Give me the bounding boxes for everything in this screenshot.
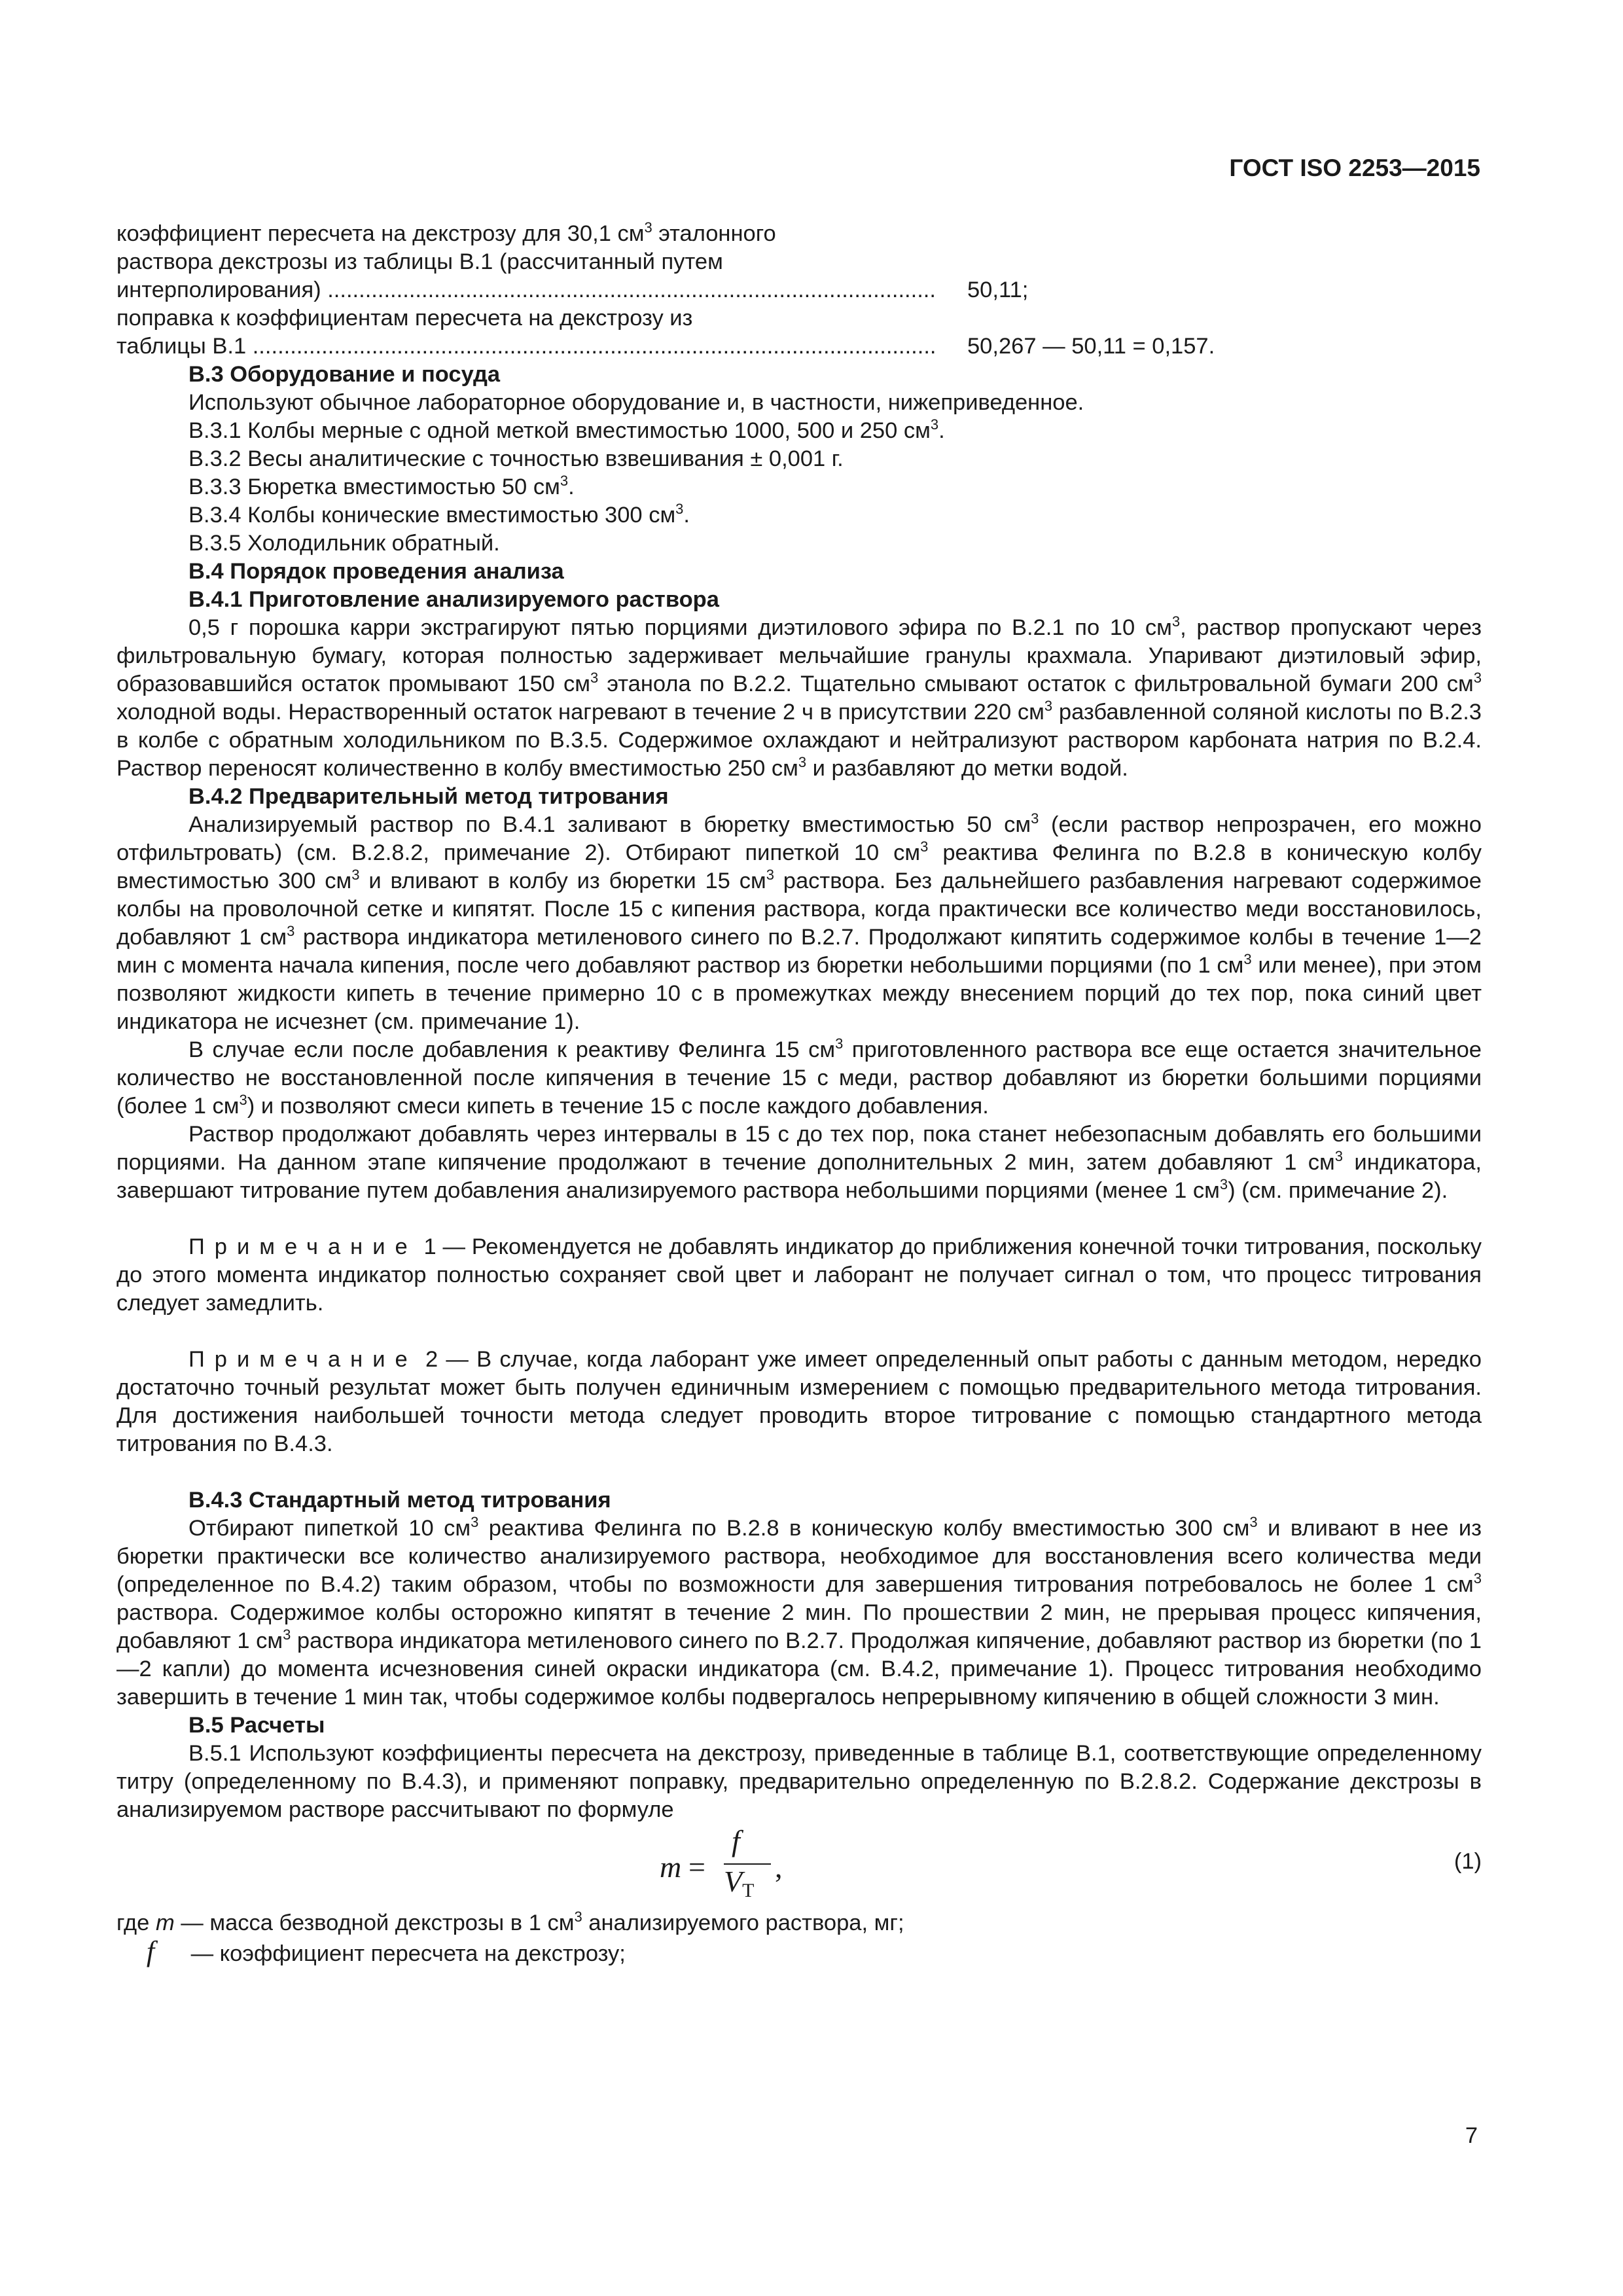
- leader-value: 50,267 — 50,11 = 0,157.: [967, 334, 1215, 359]
- formula-numerator: f: [732, 1824, 740, 1857]
- b3-item-4: B.3.4 Колбы конические вместимостью 300 $см^3$.: [188, 501, 690, 528]
- leader-line-4: поправка к коэффициентам пересчета на декстрозу из: [116, 306, 693, 331]
- note-label: Примечание: [188, 1347, 418, 1372]
- leader-label: таблицы B.1 .....: [116, 332, 935, 361]
- b3-intro: Используют обычное лабораторное оборудование и, в частности, нижеприведенное.: [188, 390, 1084, 415]
- document-id: ГОСТ ISO 2253—2015: [1229, 154, 1480, 181]
- paragraph-b41: 0,5 г порошка карри экстрагируют пятью порциями диэтилового эфира по B.2.1 по 10 $см^3$, раствор пропускают через фильтровальную бумагу, которая полностью задерживает мельчайшие гранулы крахмала. Упаривают диэтиловый эфир, образовавшийся остаток промывают 150 $см^3$ этанола по B.2.2. Тщательно смывают остаток с фильтровальной бумаги 200 $см^3$ холодной воды. Нерастворенный остаток нагревают в течение 2 ч в присутствии 220 $см^3$ разбавленной соляной кислоты по B.2.3 в колбе с обратным холодильником по B.3.5. Содержимое охлаждают и нейтрализуют раствором карбоната натрия по B.2.4. Раствор переносят количественно в колбу вместимостью 250 $см^3$ и разбавляют до метки водой.: [116, 613, 1482, 781]
- leader-row-correction: [116, 332, 1482, 361]
- leader-line-2: раствора декстрозы из таблицы B.1 (рассчитанный путем: [116, 249, 723, 274]
- section-heading-b43: B.4.3 Стандартный метод титрования: [188, 1488, 611, 1513]
- b3-item-1: B.3.1 Колбы мерные с одной меткой вместимостью 1000, 500 и 250 $см^3$.: [188, 416, 945, 443]
- paragraph-b42-1: Анализируемый раствор по B.4.1 заливают в бюретку вместимостью 50 $см^3$ (если раствор непрозрачен, его можно отфильтровать) (см. B.2.8.2, примечание 2). Отбирают пипеткой 10 $см^3$ реактива Фелинга по B.2.8 в коническую колбу вместимостью 300 $см^3$ и вливают в колбу из бюретки 15 $см^3$ раствора. Без дальнейшего разбавления нагревают содержимое колбы на проволочной сетке и кипятят. После 15 с кипения раствора, когда практически все количество меди восстановилось, добавляют 1 $см^3$ раствора индикатора метиленового синего по B.2.7. Продолжают кипятить содержимое колбы в течение 1—2 мин с момента начала кипения, после чего добавляют раствор из бюретки небольшими порциями (по 1 $см^3$ или менее), при этом позволяют жидкости кипеть в течение примерно 10 с в промежутках между внесением порций до тех пор, пока синий цвет индикатора не исчезнет (см. примечание 1).: [116, 810, 1482, 1034]
- paragraph-b43: Отбирают пипеткой 10 $см^3$ реактива Фелинга по B.2.8 в коническую колбу вместимостью 300 $см^3$ и вливают в нее из бюретки практически все количество анализируемого раствора, необходимое для восстановления всего количества меди (определенное по B.4.2) таким образом, чтобы по возможности для завершения титрования потребовалось не более 1 $см^3$ раствора. Содержимое колбы осторожно кипятят в течение 2 мин. По прошествии 2 мин, не прерывая процесс кипячения, добавляют 1 $см^3$ раствора индикатора метиленового синего по B.2.7. Продолжая кипячение, добавляют раствор из бюретки (по 1—2 капли) до момента исчезновения синей окраски индикатора (см. B.4.2, примечание 1). Процесс титрования необходимо завершить в течение 1 мин так, чтобы содержимое колбы подвергалось непрерывному кипячению в общей сложности 3 мин.: [116, 1514, 1482, 1710]
- section-heading-b42: B.4.2 Предварительный метод титрования: [188, 784, 669, 809]
- formula-denominator: VТ: [724, 1865, 755, 1901]
- leader-row-interpolation: [116, 276, 1482, 304]
- leader-label: интерполирования) .....: [116, 276, 935, 304]
- paragraph-b51: B.5.1 Используют коэффициенты пересчета на декстрозу, приведенные в таблице B.1, соответствующие определенному титру (определенному по B.4.3), и применяют поправку, предварительно определенную по B.2.8.2. Содержание декстрозы в анализируемом растворе рассчитывают по формуле: [116, 1741, 1482, 1822]
- b3-item-2: B.3.2 Весы аналитические с точностью взвешивания ± 0,001 г.: [188, 446, 844, 471]
- page-number: 7: [1465, 2123, 1478, 2148]
- leader-value: 50,11;: [967, 278, 1029, 302]
- note-1: Примечание 1 — Рекомендуется не добавлять индикатор до приближения конечной точки титрования, поскольку до этого момента индикатор полностью сохраняет свой цвет и лаборант не получает сигнал о том, что процесс титрования следует замедлить.: [116, 1234, 1482, 1316]
- formula-number: (1): [1454, 1849, 1482, 1874]
- section-heading-b41: B.4.1 Приготовление анализируемого раствора: [188, 587, 719, 612]
- section-heading-b5: B.5 Расчеты: [188, 1713, 325, 1738]
- document-body: [116, 220, 1482, 1968]
- formula-where-m: где m — масса безводной декстрозы в 1 $см^3$ анализируемого раствора, мг;: [116, 1909, 904, 1935]
- b3-item-5: B.3.5 Холодильник обратный.: [188, 531, 500, 556]
- formula-1: m = f VТ , (1): [116, 1824, 1482, 1909]
- paragraph-b42-2: В случае если после добавления к реактиву Фелинга 15 $см^3$ приготовленного раствора все еще остается значительное количество не восстановленной после кипячения в течение 15 с меди, раствор добавляют из бюретки большими порциями (более 1 $см^3$) и позволяют смеси кипеть в течение 15 с после каждого добавления.: [116, 1035, 1482, 1119]
- formula-equals: =: [688, 1850, 705, 1884]
- leader-line-1: коэффициент пересчета на декстрозу для 30,1 $см^3$ эталонного: [116, 219, 776, 246]
- b3-item-3: B.3.3 Бюретка вместимостью 50 $см^3$.: [188, 473, 575, 499]
- section-heading-b4: B.4 Порядок проведения анализа: [188, 559, 564, 584]
- formula-where-f: f — коэффициент пересчета на декстрозу;: [146, 1935, 626, 1967]
- paragraph-b42-3: Раствор продолжают добавлять через интервалы в 15 с до тех пор, пока станет небезопасным добавлять его большими порциями. На данном этапе кипячение продолжают в течение дополнительных 2 мин, затем добавляют 1 $см^3$ индикатора, завершают титрование путем добавления анализируемого раствора небольшими порциями (менее 1 $см^3$) (см. примечание 2).: [116, 1122, 1482, 1203]
- note-label: Примечание: [188, 1234, 418, 1259]
- section-heading-b3: B.3 Оборудование и посуда: [188, 362, 501, 387]
- note-2: Примечание 2 — В случае, когда лаборант уже имеет определенный опыт работы с данным методом, нередко достаточно точный результат может быть получен единичным измерением с помощью предварительного метода титрования. Для достижения наибольшей точности метода следует проводить второе титрование с помощью стандартного метода титрования по B.4.3.: [116, 1347, 1482, 1456]
- formula-lhs: m: [660, 1850, 682, 1884]
